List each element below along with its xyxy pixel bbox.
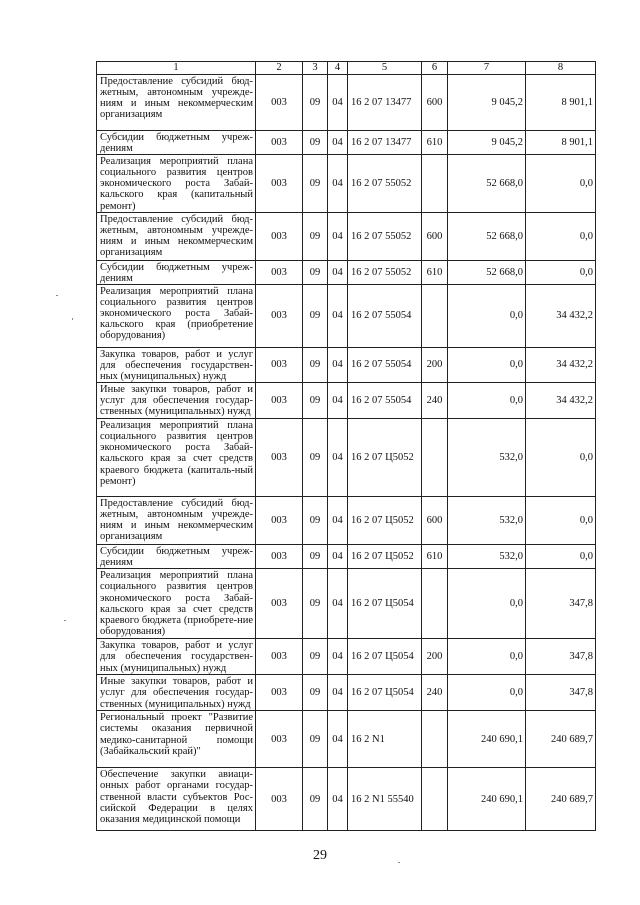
cell-amount-year2: 0,0 [526,545,596,569]
table-row [97,212,596,260]
cell-subsection: 04 [328,569,348,639]
cell-subsection: 04 [328,260,348,284]
cell-admin-code: 003 [256,639,303,675]
cell-section: 09 [303,284,328,347]
cell-admin-code: 003 [256,675,303,711]
cell-admin-code: 003 [256,768,303,831]
table-row [97,131,596,155]
scan-speck [64,620,66,621]
cell-admin-code: 003 [256,569,303,639]
scan-speck [56,295,58,296]
cell-subsection: 04 [328,212,348,260]
cell-amount-year1: 52 668,0 [448,260,526,284]
cell-amount-year2: 347,8 [526,569,596,639]
cell-subsection: 04 [328,675,348,711]
table-row [97,711,596,768]
cell-admin-code: 003 [256,545,303,569]
cell-expense-type [422,768,448,831]
cell-amount-year2: 240 689,7 [526,711,596,768]
cell-subsection: 04 [328,347,348,382]
cell-target-article: 16 2 07 Ц5054 [348,639,422,675]
cell-subsection: 04 [328,383,348,419]
cell-section: 09 [303,639,328,675]
cell-amount-year1: 240 690,1 [448,711,526,768]
cell-admin-code: 003 [256,131,303,155]
cell-subsection: 04 [328,419,348,497]
cell-target-article: 16 2 N1 [348,711,422,768]
cell-admin-code: 003 [256,284,303,347]
cell-admin-code: 003 [256,497,303,545]
cell-amount-year1: 0,0 [448,383,526,419]
cell-item-name: Реализация мероприятий плана социального развития центров экономического роста Забай-кальского края за счет средств краевого бюджета (капиталь-ный ремонт) [97,419,256,497]
cell-amount-year1: 9 045,2 [448,75,526,131]
cell-expense-type [422,711,448,768]
table-row [97,497,596,545]
cell-amount-year1: 240 690,1 [448,768,526,831]
cell-amount-year1: 0,0 [448,569,526,639]
cell-admin-code: 003 [256,212,303,260]
cell-expense-type: 600 [422,497,448,545]
cell-amount-year1: 532,0 [448,419,526,497]
cell-expense-type: 200 [422,347,448,382]
cell-target-article: 16 2 07 55052 [348,212,422,260]
cell-item-name: Реализация мероприятий плана социального развития центров экономического роста Забай-кальского края (капитальный ремонт) [97,155,256,212]
cell-target-article: 16 2 07 Ц5052 [348,545,422,569]
cell-target-article: 16 2 07 55052 [348,260,422,284]
cell-item-name: Иные закупки товаров, работ и услуг для обеспечения государ-ственных (муниципальных) нужд [97,383,256,419]
cell-target-article: 16 2 07 Ц5054 [348,675,422,711]
cell-target-article: 16 2 07 55054 [348,347,422,382]
header-cell: 2 [256,62,303,75]
header-cell: 7 [448,62,526,75]
cell-admin-code: 003 [256,419,303,497]
cell-amount-year2: 34 432,2 [526,284,596,347]
cell-amount-year2: 34 432,2 [526,347,596,382]
cell-amount-year1: 532,0 [448,545,526,569]
table-row [97,639,596,675]
table-row [97,347,596,382]
cell-admin-code: 003 [256,155,303,212]
cell-expense-type [422,155,448,212]
cell-item-name: Региональный проект "Развитие системы оказания первичной медико-санитарной помощи (Забайкальский край)" [97,711,256,768]
cell-target-article: 16 2 N1 55540 [348,768,422,831]
cell-section: 09 [303,675,328,711]
budget-table [96,61,596,831]
header-cell: 6 [422,62,448,75]
cell-item-name: Субсидии бюджетным учреж-дениям [97,131,256,155]
cell-section: 09 [303,212,328,260]
cell-amount-year2: 347,8 [526,639,596,675]
cell-admin-code: 003 [256,383,303,419]
cell-target-article: 16 2 07 13477 [348,131,422,155]
cell-expense-type [422,569,448,639]
table-header-row [97,62,596,75]
table-row [97,569,596,639]
cell-amount-year1: 52 668,0 [448,212,526,260]
cell-section: 09 [303,260,328,284]
cell-amount-year2: 347,8 [526,675,596,711]
cell-amount-year2: 8 901,1 [526,131,596,155]
cell-item-name: Закупка товаров, работ и услуг для обеспечения государствен-ных (муниципальных) нужд [97,347,256,382]
cell-section: 09 [303,569,328,639]
cell-amount-year1: 0,0 [448,347,526,382]
cell-target-article: 16 2 07 55054 [348,284,422,347]
cell-subsection: 04 [328,497,348,545]
table-row [97,419,596,497]
cell-expense-type: 200 [422,639,448,675]
cell-amount-year2: 0,0 [526,419,596,497]
cell-amount-year2: 34 432,2 [526,383,596,419]
cell-section: 09 [303,497,328,545]
cell-expense-type: 600 [422,75,448,131]
cell-expense-type: 240 [422,675,448,711]
cell-subsection: 04 [328,155,348,212]
cell-section: 09 [303,711,328,768]
cell-section: 09 [303,383,328,419]
cell-item-name: Предоставление субсидий бюд-жетным, автономным учрежде-ниям и иным некоммерческим организациям [97,75,256,131]
header-cell: 3 [303,62,328,75]
cell-amount-year1: 9 045,2 [448,131,526,155]
cell-expense-type [422,419,448,497]
cell-subsection: 04 [328,284,348,347]
cell-section: 09 [303,155,328,212]
cell-target-article: 16 2 07 Ц5054 [348,569,422,639]
cell-section: 09 [303,419,328,497]
cell-subsection: 04 [328,711,348,768]
cell-expense-type: 610 [422,545,448,569]
cell-target-article: 16 2 07 55054 [348,383,422,419]
cell-target-article: 16 2 07 Ц5052 [348,419,422,497]
table-row [97,260,596,284]
cell-section: 09 [303,545,328,569]
cell-item-name: Предоставление субсидий бюд-жетным, автономным учрежде-ниям и иным некоммерческим организациям [97,497,256,545]
scan-speck [398,862,400,863]
cell-expense-type: 240 [422,383,448,419]
cell-item-name: Субсидии бюджетным учреж-дениям [97,260,256,284]
cell-section: 09 [303,75,328,131]
header-cell: 5 [348,62,422,75]
table-row [97,768,596,831]
cell-amount-year1: 52 668,0 [448,155,526,212]
cell-section: 09 [303,131,328,155]
cell-item-name: Предоставление субсидий бюд-жетным, автономным учрежде-ниям и иным некоммерческим организациям [97,212,256,260]
cell-amount-year2: 0,0 [526,260,596,284]
table-row [97,284,596,347]
cell-item-name: Реализация мероприятий плана социального развития центров экономического роста Забай-кальского края (приобретение оборудования) [97,284,256,347]
cell-admin-code: 003 [256,711,303,768]
header-cell: 8 [526,62,596,75]
table-row [97,75,596,131]
cell-admin-code: 003 [256,75,303,131]
cell-target-article: 16 2 07 55052 [348,155,422,212]
cell-amount-year1: 0,0 [448,675,526,711]
cell-amount-year2: 0,0 [526,155,596,212]
cell-admin-code: 003 [256,260,303,284]
cell-subsection: 04 [328,639,348,675]
cell-amount-year2: 0,0 [526,497,596,545]
cell-subsection: 04 [328,768,348,831]
cell-subsection: 04 [328,545,348,569]
header-cell: 1 [97,62,256,75]
cell-item-name: Обеспечение закупки авиаци-онных работ органами государ-ственной власти субъектов Рос-сийской Федерации в целях оказания медицинской помощи [97,768,256,831]
header-cell: 4 [328,62,348,75]
cell-expense-type: 600 [422,212,448,260]
cell-item-name: Закупка товаров, работ и услуг для обеспечения государствен-ных (муниципальных) нужд [97,639,256,675]
cell-item-name: Реализация мероприятий плана социального развития центров экономического роста Забай-кальского края за счет средств краевого бюджета (приобрете-ние оборудования) [97,569,256,639]
cell-expense-type [422,284,448,347]
cell-amount-year2: 8 901,1 [526,75,596,131]
cell-admin-code: 003 [256,347,303,382]
cell-section: 09 [303,347,328,382]
table-row [97,675,596,711]
cell-amount-year1: 0,0 [448,639,526,675]
cell-expense-type: 610 [422,131,448,155]
page-number: 29 [313,848,327,863]
cell-target-article: 16 2 07 13477 [348,75,422,131]
cell-subsection: 04 [328,131,348,155]
cell-expense-type: 610 [422,260,448,284]
cell-amount-year1: 532,0 [448,497,526,545]
cell-amount-year2: 0,0 [526,212,596,260]
cell-target-article: 16 2 07 Ц5052 [348,497,422,545]
table-row [97,155,596,212]
table-row [97,383,596,419]
cell-subsection: 04 [328,75,348,131]
cell-amount-year2: 240 689,7 [526,768,596,831]
scan-speck [72,318,73,320]
cell-section: 09 [303,768,328,831]
cell-item-name: Субсидии бюджетным учреж-дениям [97,545,256,569]
table-row [97,545,596,569]
cell-amount-year1: 0,0 [448,284,526,347]
cell-item-name: Иные закупки товаров, работ и услуг для обеспечения государ-ственных (муниципальных) нужд [97,675,256,711]
